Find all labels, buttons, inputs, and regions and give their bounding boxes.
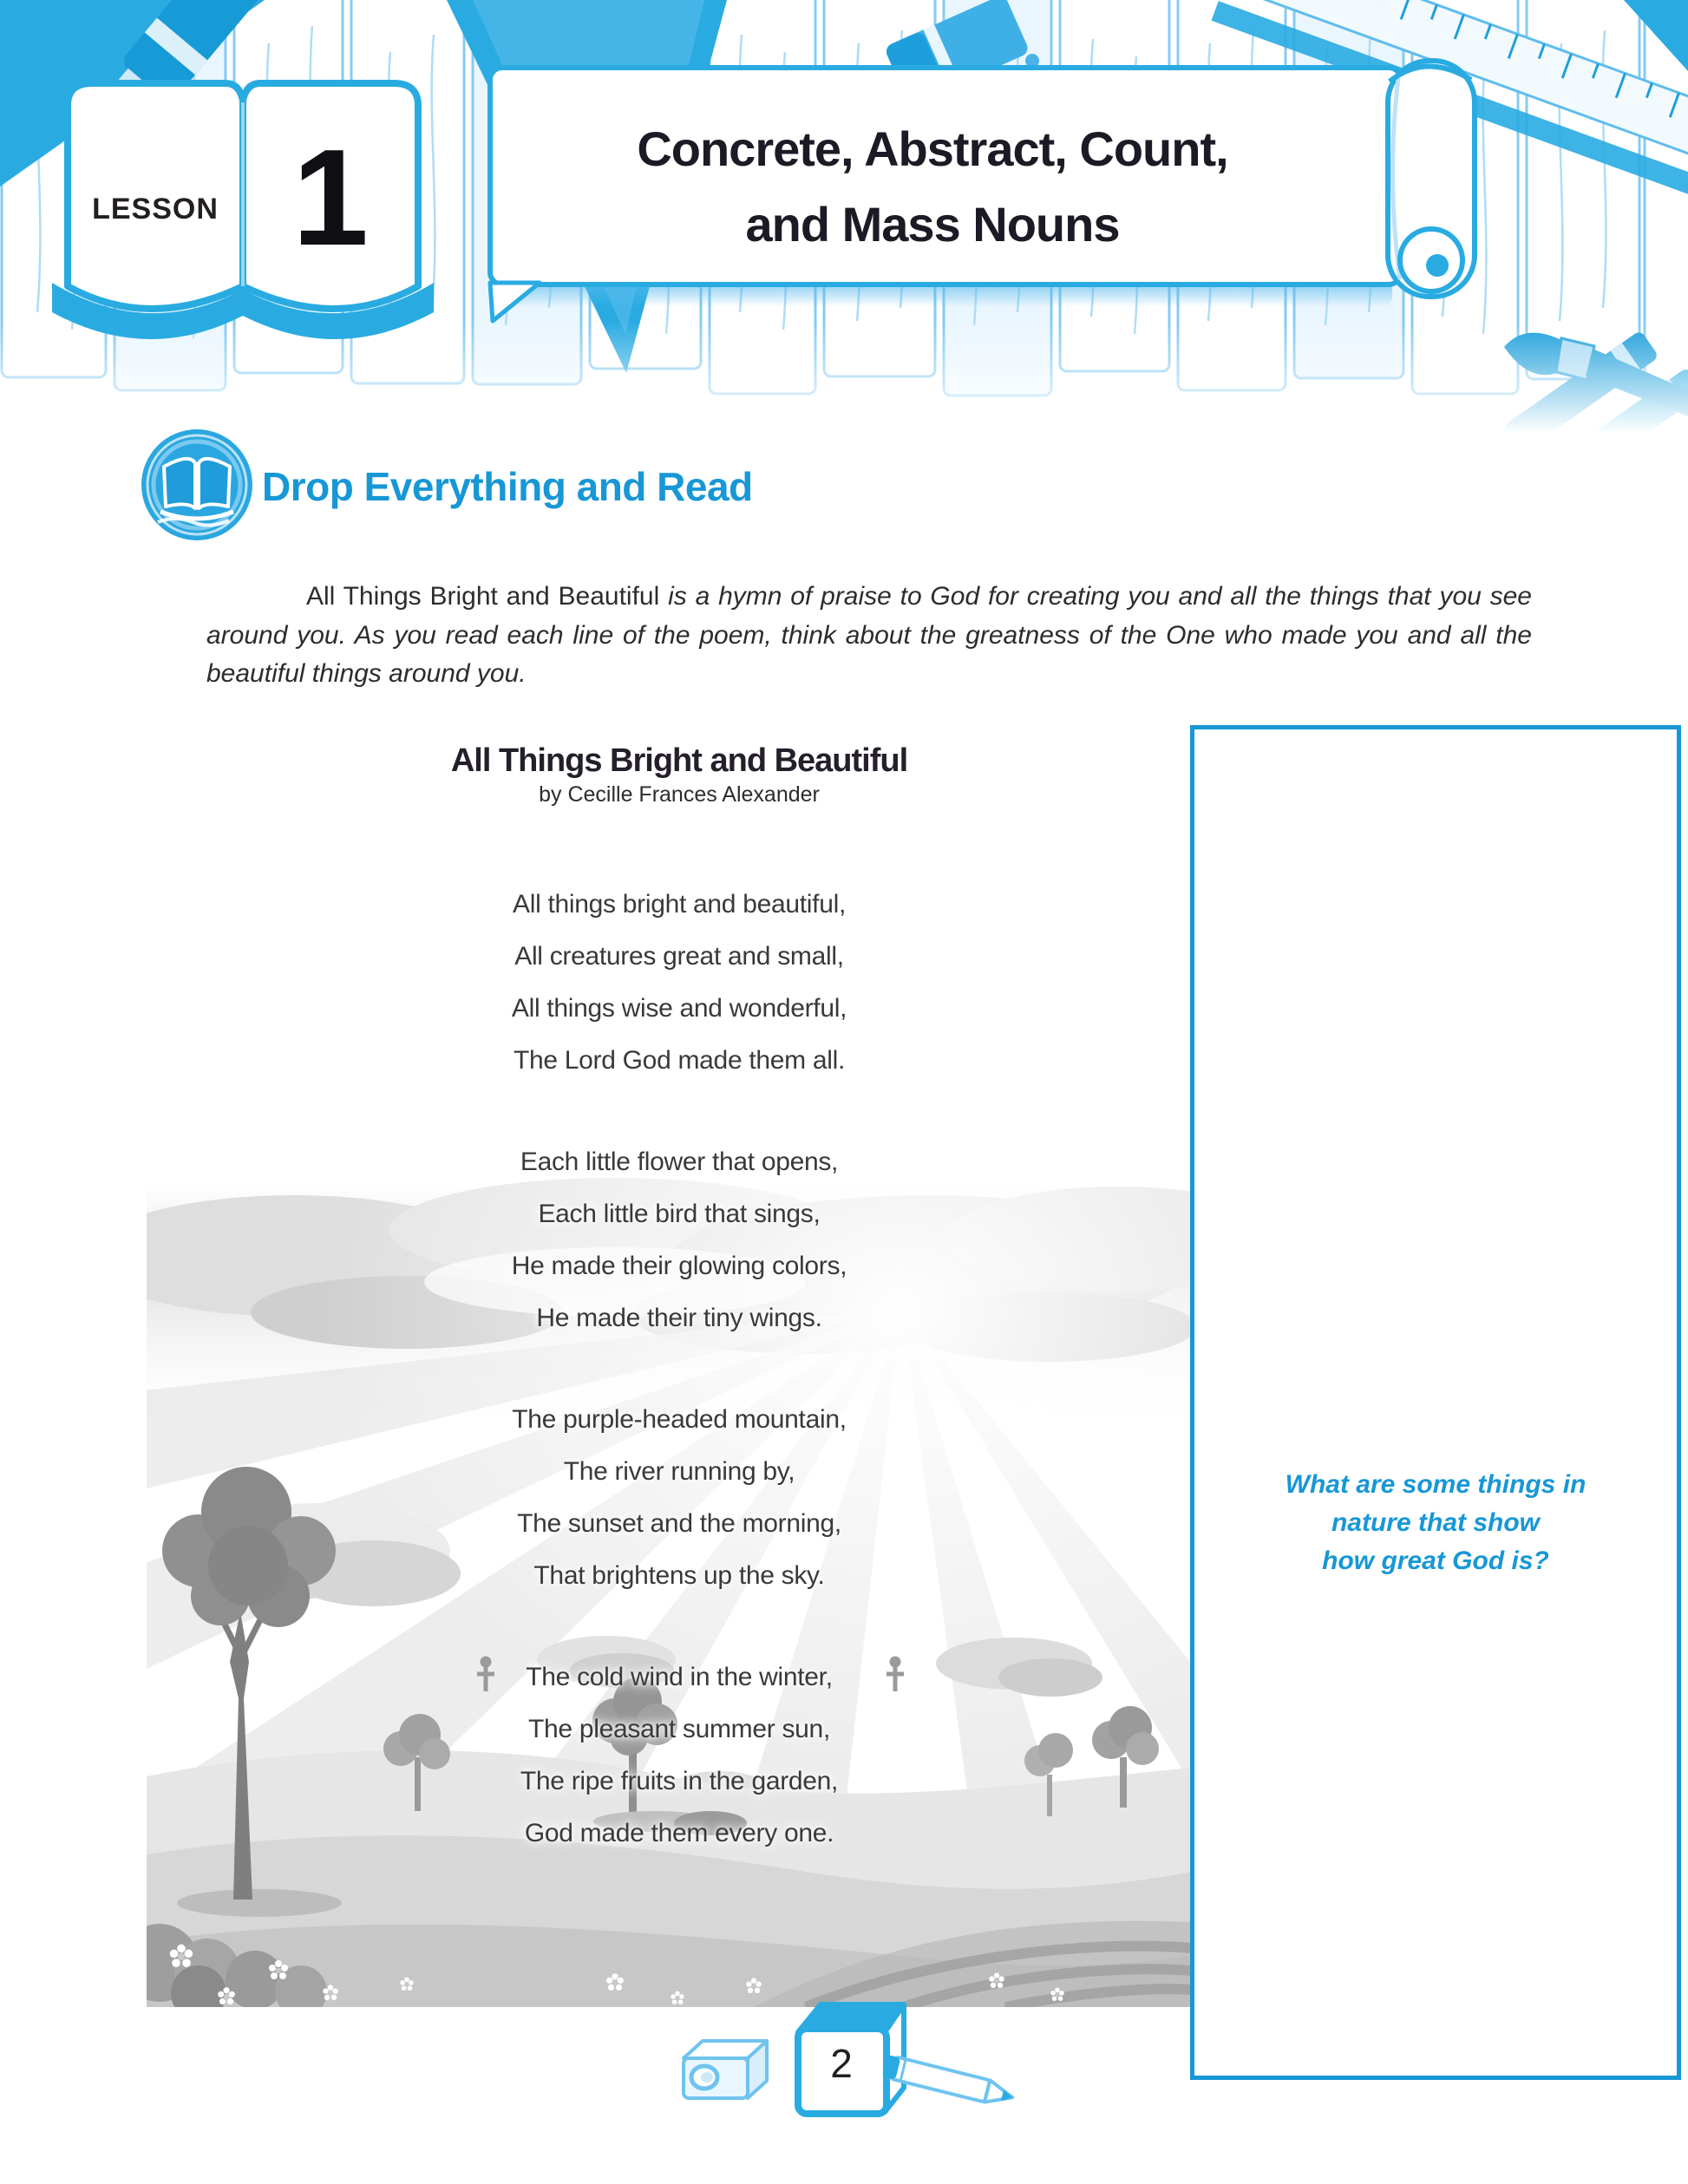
pencil-icon xyxy=(882,2055,1016,2109)
sidebar-question-line2: nature that show xyxy=(1331,1508,1540,1537)
intro-lead-title: All Things Bright and Beautiful xyxy=(306,582,660,611)
sidebar-question-line3: how great God is? xyxy=(1322,1546,1549,1575)
poem-byline: by Cecille Frances Alexander xyxy=(539,782,820,807)
poem-line: That brightens up the sky. xyxy=(533,1561,825,1590)
page-number: 2 xyxy=(830,2041,853,2086)
lesson-label: LESSON xyxy=(92,193,219,226)
poem xyxy=(245,742,1113,1909)
poem-line: He made their tiny wings. xyxy=(536,1304,822,1332)
lesson-number: 1 xyxy=(292,121,369,274)
poem-stanza-4 xyxy=(245,1651,1113,1860)
open-book-icon xyxy=(139,427,255,543)
poem-line: The river running by, xyxy=(563,1457,795,1486)
sidebar-question-line1: What are some things in xyxy=(1285,1470,1587,1499)
poem-line: The purple-headed mountain, xyxy=(512,1405,847,1434)
fence-fade xyxy=(0,321,1688,434)
section-heading-dear: Drop Everything and Read xyxy=(262,464,753,509)
page-title xyxy=(494,111,1371,262)
pencil-sharpener-icon xyxy=(684,2041,767,2098)
poem-line: All things bright and beautiful, xyxy=(513,890,846,919)
sidebar-question xyxy=(1190,1466,1681,1580)
poem-line: The cold wind in the winter, xyxy=(526,1663,833,1691)
poem-line: All creatures great and small, xyxy=(514,942,844,971)
poem-line: The Lord God made them all. xyxy=(513,1046,846,1075)
poem-line: All things wise and wonderful, xyxy=(511,994,847,1023)
poem-stanza-3 xyxy=(245,1394,1113,1602)
poem-line: Each little bird that sings, xyxy=(538,1200,821,1228)
intro-rest: is a hymn of praise to God for creating you and all the things that you see around you. As you read each line of the poem, think about the greatness of the One who made you and all the beautiful things around you. xyxy=(206,582,1532,688)
poem-line: The pleasant summer sun, xyxy=(528,1715,830,1743)
poem-stanza-1 xyxy=(245,879,1113,1087)
poem-line: The sunset and the morning, xyxy=(517,1509,841,1538)
poem-line: God made them every one. xyxy=(524,1819,834,1847)
sidebar-answer-box xyxy=(1190,725,1681,2080)
page-title-line1: Concrete, Abstract, Count, xyxy=(637,121,1228,176)
poem-title: All Things Bright and Beautiful xyxy=(450,742,908,779)
poem-line: He made their glowing colors, xyxy=(511,1252,847,1280)
page-title-line2: and Mass Nouns xyxy=(745,197,1120,252)
poem-stanza-2 xyxy=(245,1136,1113,1344)
poem-line: The ripe fruits in the garden, xyxy=(520,1767,839,1795)
intro-paragraph xyxy=(206,578,1532,694)
poem-line: Each little flower that opens, xyxy=(520,1148,839,1176)
